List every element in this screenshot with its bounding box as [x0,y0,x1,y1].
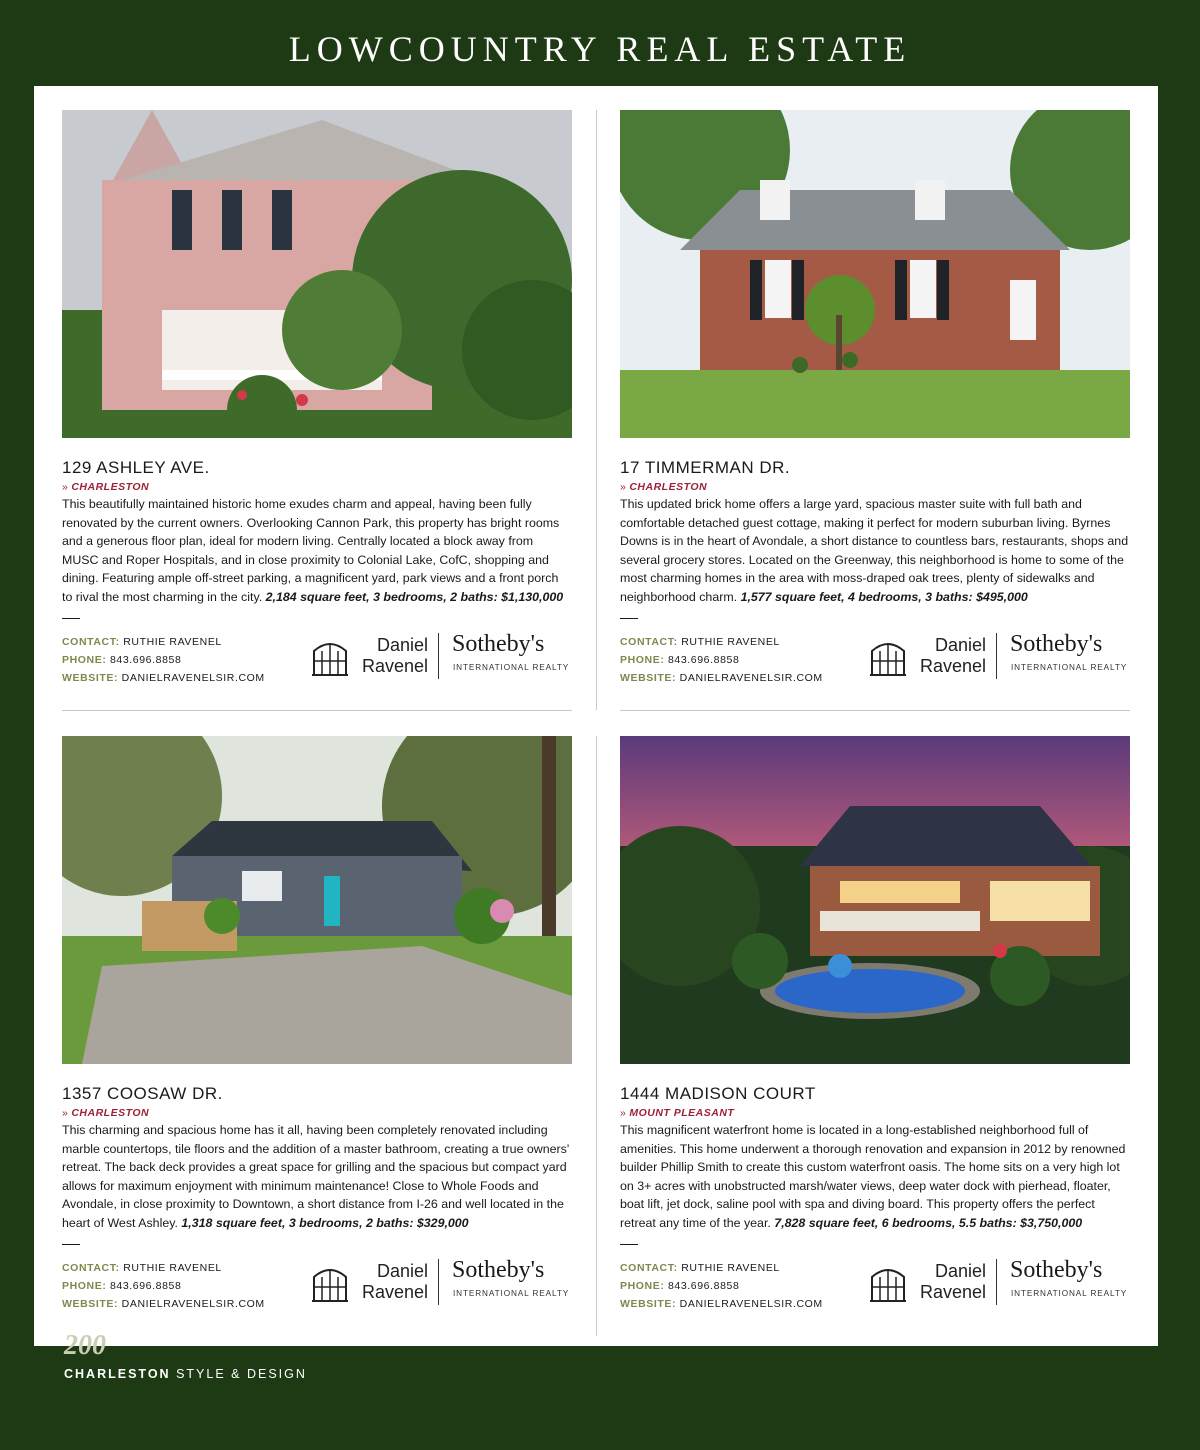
column-divider [596,110,597,710]
listing-address: 17 TIMMERMAN DR. [620,458,791,477]
short-rule [620,1244,638,1245]
gate-icon [868,1263,908,1303]
listing-specs: 7,828 square feet, 6 bedrooms, 5.5 baths: $3,750,000 [774,1215,1083,1230]
listing-description: This magnificent waterfront home is located in a long-established neighborhood full of amenities. This home underwent a thorough renovation and expansion in 2012 by renowned builder Phillip Smith to create this custom waterfront oasis. The home sits on a very high lot on 3+ acres with unobstructed marsh/water views, deep water dock with pierhead, floater, boat lift, jet dock, saline pool with spa and diving board. This property offers the perfect retreat any time of the year. 7,828 square feet, 6 bedrooms, 5.5 baths: $3,750,000 [620,1123,1126,1230]
short-rule [62,618,80,619]
brokerage-logo: Daniel Ravenel Sotheby's INTERNATIONAL REALTY [310,633,572,681]
listing-photo [62,110,572,438]
contact-block: CONTACT: RUTHIE RAVENEL PHONE: 843.696.8858 WEBSITE: DANIELRAVENELSIR.COM Daniel Ravenel Sotheby's INTERNATIONAL REALTY [62,1259,572,1319]
listing-card [62,736,572,1319]
contact-website[interactable]: DANIELRAVENELSIR.COM [121,672,265,684]
sothebys-logo: Sotheby's [452,1257,545,1283]
contact-phone: 843.696.8858 [109,1280,182,1292]
contact-name: RUTHIE RAVENEL [681,636,780,648]
listing-photo [620,110,1130,438]
listing-city: » CHARLESTON [62,1107,150,1119]
listing-photo [620,736,1130,1064]
contact-block: CONTACT: RUTHIE RAVENEL PHONE: 843.696.8858 WEBSITE: DANIELRAVENELSIR.COM Daniel Ravenel Sotheby's INTERNATIONAL REALTY [620,1259,1130,1319]
contact-block: CONTACT: RUTHIE RAVENEL PHONE: 843.696.8858 WEBSITE: DANIELRAVENELSIR.COM Daniel Ravenel Sotheby's INTERNATIONAL REALTY [62,633,572,693]
row-divider [62,710,572,711]
contact-phone: 843.696.8858 [667,1280,740,1292]
sothebys-logo: Sotheby's [1010,631,1103,657]
chevron-right-icon: » [620,1107,627,1119]
sothebys-logo: Sotheby's [1010,1257,1103,1283]
magazine-title: CHARLESTON STYLE & DESIGN [64,1367,307,1381]
page-header: LOWCOUNTRY REAL ESTATE [288,29,912,69]
brokerage-logo: Daniel Ravenel Sotheby's INTERNATIONAL REALTY [868,633,1130,681]
listing-address: 1444 MADISON COURT [620,1084,816,1103]
contact-website[interactable]: DANIELRAVENELSIR.COM [121,1298,265,1310]
contact-name: RUTHIE RAVENEL [123,636,222,648]
listing-description: This beautifully maintained historic home exudes charm and appeal, having been fully renovated by the current owners. Overlooking Cannon Park, this property has bright rooms and a generous floor plan, ideal for modern living. Centrally located a block away from MUSC and Roper Hospitals, and in close proximity to Colonial Lake, CofC, shopping and dining. Featuring ample off-street parking, a magnificent yard, park views and a front porch to rival the most charming in the city. 2,184 square feet, 3 bedrooms, 2 baths: $1,130,000 [62,497,564,604]
listing-city: » CHARLESTON [62,481,150,493]
listing-city: » CHARLESTON [620,481,708,493]
contact-website[interactable]: DANIELRAVENELSIR.COM [679,1298,823,1310]
listing-description: This charming and spacious home has it all, having been completely renovated including marble countertops, tile floors and the addition of a master bathroom, creating a true owners' retreat. The back deck provides a great space for grilling and the spacious but compact yard allows for maximum enjoyment with minimum maintenance! Close to Whole Foods and Avondale, in close proximity to Downtown, a short distance from I-26 and well located in the heart of West Ashley. 1,318 square feet, 3 bedrooms, 2 baths: $329,000 [62,1123,570,1230]
listing-card [620,736,1130,1319]
contact-block: CONTACT: RUTHIE RAVENEL PHONE: 843.696.8858 WEBSITE: DANIELRAVENELSIR.COM Daniel Ravenel Sotheby's INTERNATIONAL REALTY [620,633,1130,693]
short-rule [620,618,638,619]
listing-address: 129 ASHLEY AVE. [62,458,210,477]
listing-city: » MOUNT PLEASANT [620,1107,735,1119]
gate-icon [310,1263,350,1303]
listing-address: 1357 COOSAW DR. [62,1084,223,1103]
contact-phone: 843.696.8858 [667,654,740,666]
gate-icon [310,637,350,677]
brokerage-logo: Daniel Ravenel Sotheby's INTERNATIONAL REALTY [868,1259,1130,1307]
sothebys-logo: Sotheby's [452,631,545,657]
listing-description: This updated brick home offers a large yard, spacious master suite with full bath and comfortable detached guest cottage, making it perfect for modern suburban living. Byrnes Downs is in the heart of Avondale, a short distance to countless bars, restaurants, shops and several grocery stores. Located on the Greenway, this neighborhood is home to some of the most charming homes in the area with moss-draped oak trees, plenty of sidewalks and neighborhood charm. 1,577 square feet, 4 bedrooms, 3 baths: $495,000 [620,497,1129,604]
chevron-right-icon: » [62,481,69,493]
listing-card [62,110,572,693]
contact-name: RUTHIE RAVENEL [681,1262,780,1274]
column-divider [596,736,597,1336]
contact-name: RUTHIE RAVENEL [123,1262,222,1274]
page-number: 200 [64,1330,106,1361]
short-rule [62,1244,80,1245]
contact-phone: 843.696.8858 [109,654,182,666]
listings-panel [34,86,1158,1346]
brokerage-logo: Daniel Ravenel Sotheby's INTERNATIONAL REALTY [310,1259,572,1307]
listing-photo [62,736,572,1064]
chevron-right-icon: » [620,481,627,493]
listing-specs: 1,577 square feet, 4 bedrooms, 3 baths: $495,000 [740,589,1028,604]
listing-specs: 1,318 square feet, 3 bedrooms, 2 baths: $329,000 [181,1215,469,1230]
gate-icon [868,637,908,677]
row-divider [620,710,1130,711]
chevron-right-icon: » [62,1107,69,1119]
listing-card [620,110,1130,693]
listing-specs: 2,184 square feet, 3 bedrooms, 2 baths: $1,130,000 [265,589,564,604]
contact-website[interactable]: DANIELRAVENELSIR.COM [679,672,823,684]
